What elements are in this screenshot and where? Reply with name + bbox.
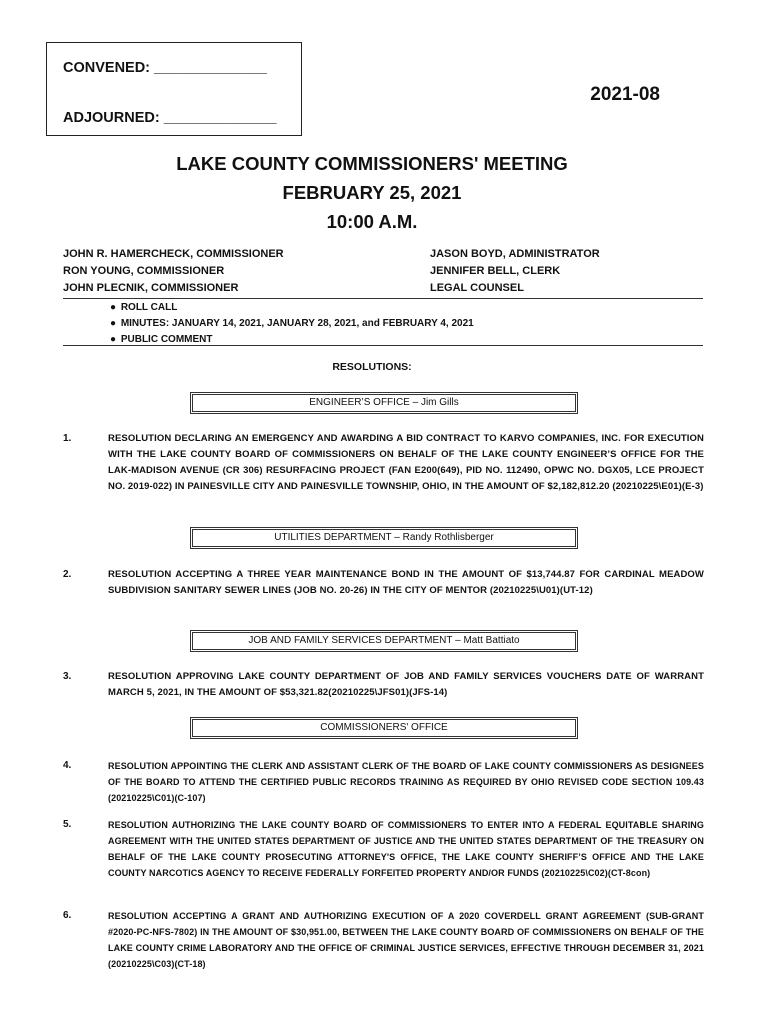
item-number: 4. xyxy=(63,760,72,771)
resolutions-heading: RESOLUTIONS: xyxy=(332,361,412,373)
document-number: 2021-08 xyxy=(590,84,660,105)
resolution-text: RESOLUTION AUTHORIZING THE LAKE COUNTY BOARD OF COMMISSIONERS TO ENTER INTO A FEDERAL EQUITABLE SHARING AGREEMENT WITH THE UNITED STATES DEPARTMENT OF JUSTICE AND THE UNITED STATES DEPARTMENT OF THE TREASURY ON BEHALF OF THE LAKE COUNTY PROSECUTING ATTORNEY'S OFFICE, THE LAKE COUNTY SHERIFF’S OFFICE AND THE LAKE COUNTY NARCOTICS AGENCY TO RECEIVE FEDERALLY FORFEITED PROPERTY AND/OR FUNDS (20210225\C02)(CT-8con) xyxy=(108,820,704,878)
staff-name: JENNIFER BELL, CLERK xyxy=(430,265,561,277)
resolution-text: RESOLUTION ACCEPTING A GRANT AND AUTHORIZING EXECUTION OF A 2020 COVERDELL GRANT AGREEMENT (SUB-GRANT #2020-PC-NFS-7802) IN THE AMOUNT OF $30,951.00, BETWEEN THE LAKE COUNTY BOARD OF COMMISSIONERS ON BEHALF OF THE LAKE COUNTY CRIME LABORATORY AND THE OFFICE OF CRIMINAL JUSTICE SERVICES, EFFECTIVE THROUGH DECEMBER 31, 2021 (20210225\C03)(CT-18) xyxy=(108,911,704,969)
convened-line: CONVENED: ______________ xyxy=(63,60,267,76)
bullet-icon: ● xyxy=(110,334,117,345)
adjourned-line: ADJOURNED: ______________ xyxy=(63,110,277,126)
agenda-item: ● ROLL CALL xyxy=(110,302,178,313)
divider-top xyxy=(63,298,703,299)
department-header-jfs: JOB AND FAMILY SERVICES DEPARTMENT – Matt Battiato xyxy=(190,630,578,652)
commissioner-name: RON YOUNG, COMMISSIONER xyxy=(63,265,225,277)
department-header-commissioners: COMMISSIONERS' OFFICE xyxy=(190,717,578,739)
item-number: 6. xyxy=(63,910,72,921)
resolution-text: RESOLUTION ACCEPTING A THREE YEAR MAINTENANCE BOND IN THE AMOUNT OF $13,744.87 FOR CARDINAL MEADOW SUBDIVISION SANITARY SEWER LINES (JOB NO. 20-26) IN THE CITY OF MENTOR (20210225\U01)(UT-12) xyxy=(108,569,704,596)
divider-bottom xyxy=(63,345,703,346)
item-number: 2. xyxy=(63,569,72,580)
agenda-item: ● PUBLIC COMMENT xyxy=(110,334,213,345)
convened-adjourned-box xyxy=(46,42,302,136)
resolution-text: RESOLUTION APPROVING LAKE COUNTY DEPARTMENT OF JOB AND FAMILY SERVICES VOUCHERS DATE OF WARRANT MARCH 5, 2021, IN THE AMOUNT OF $53,321.82(20210225\JFS01)(JFS-14) xyxy=(108,671,704,698)
department-header-utilities: UTILITIES DEPARTMENT – Randy Rothlisberger xyxy=(190,527,578,549)
staff-list xyxy=(430,246,600,297)
commissioner-name: JOHN PLECNIK, COMMISSIONER xyxy=(63,282,239,294)
resolution-text: RESOLUTION APPOINTING THE CLERK AND ASSISTANT CLERK OF THE BOARD OF LAKE COUNTY COMMISSIONERS AS DESIGNEES OF THE BOARD TO ATTEND THE CERTIFIED PUBLIC RECORDS TRAINING AS REQUIRED BY OHIO REVISED CODE SECTION 109.43 (20210225\C01)(C-107) xyxy=(108,761,704,803)
staff-name: LEGAL COUNSEL xyxy=(430,282,524,294)
bullet-icon: ● xyxy=(110,318,117,329)
meeting-title: LAKE COUNTY COMMISSIONERS' MEETING xyxy=(176,153,568,174)
department-header-engineer: ENGINEER’S OFFICE – Jim Gills xyxy=(190,392,578,414)
agenda-list xyxy=(110,300,474,348)
item-number: 1. xyxy=(63,433,72,444)
meeting-time: 10:00 A.M. xyxy=(326,211,418,232)
commissioner-name: JOHN R. HAMERCHECK, COMMISSIONER xyxy=(63,248,284,260)
bullet-icon: ● xyxy=(110,302,117,313)
item-number: 3. xyxy=(63,671,72,682)
staff-name: JASON BOYD, ADMINISTRATOR xyxy=(430,248,600,260)
meeting-date: FEBRUARY 25, 2021 xyxy=(282,182,462,203)
resolution-text: RESOLUTION DECLARING AN EMERGENCY AND AWARDING A BID CONTRACT TO KARVO COMPANIES, INC. FOR EXECUTION WITH THE LAKE COUNTY BOARD OF COMMISSIONERS ON BEHALF OF THE LAKE COUNTY ENGINEER’S OFFICE FOR THE LAK-MADISON AVENUE (CR 306) RESURFACING PROJECT (FAN E200(649), PID NO. 112490, OPWC NO. DGX05, LCE PROJECT NO. 2019-022) IN PAINESVILLE CITY AND PAINESVILLE TOWNSHIP, OHIO, IN THE AMOUNT OF $2,182,812.20 (20210225\E01)(E-3) xyxy=(108,433,704,492)
commissioners-list xyxy=(63,246,284,297)
agenda-item: ● MINUTES: JANUARY 14, 2021, JANUARY 28, 2021, and FEBRUARY 4, 2021 xyxy=(110,318,474,329)
item-number: 5. xyxy=(63,819,72,830)
